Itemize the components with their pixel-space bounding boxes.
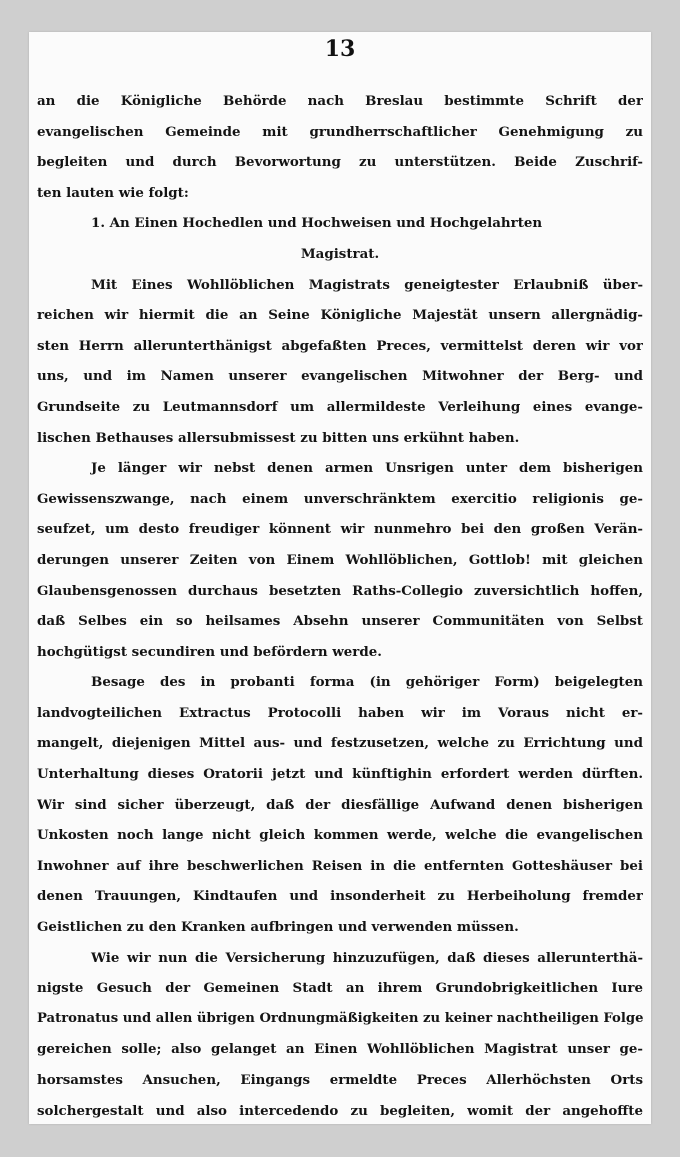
page-number: 13 (324, 36, 356, 62)
text-line: gereichen solle; also gelanget an Einen Wohllöblichen Magistrat unser ge- (37, 1041, 643, 1058)
text-line: begleiten und durch Bevorwortung zu unterstützen. Beide Zuschrif- (37, 154, 643, 171)
text-line: Patronatus und allen übrigen Ordnungmäßigkeiten zu keiner nachtheiligen Folge (37, 1010, 643, 1026)
text-line: Unterhaltung dieses Oratorii jetzt und künftighin erfordert werden dürften. (37, 766, 643, 783)
text-line: ten lauten wie folgt: (37, 184, 189, 201)
text-line: Unkosten noch lange nicht gleich kommen werde, welche die evangelischen (37, 827, 643, 844)
text-line: sten Herrn allerunterthänigst abgefaßten Preces, vermittelst deren wir vor (37, 337, 643, 354)
text-line: reichen wir hiermit die an Seine Königliche Majestät unsern allergnädig- (37, 307, 643, 324)
text-line: Mit Eines Wohllöblichen Magistrats geneigtester Erlaubniß über- (91, 276, 643, 293)
text-line: Wie wir nun die Versicherung hinzuzufügen, daß dieses allerunterthä- (91, 949, 643, 966)
text-line: Wir sind sicher überzeugt, daß der diesfällige Aufwand denen bisherigen (37, 796, 643, 813)
text-line: nigste Gesuch der Gemeinen Stadt an ihrem Grundobrigkeitlichen Iure (37, 980, 643, 997)
text-line: derungen unserer Zeiten von Einem Wohllöblichen, Gottlob! mit gleichen (37, 551, 643, 568)
text-line: Glaubensgenossen durchaus besetzten Raths-Collegio zuversichtlich hoffen, (37, 582, 643, 599)
text-line: Gewissenszwange, nach einem unverschränktem exercitio religionis ge- (37, 490, 643, 507)
text-line: mangelt, diejenigen Mittel aus- und festzusetzen, welche zu Errichtung und (37, 735, 643, 752)
text-line: lischen Bethauses allersubmissest zu bitten uns erkühnt haben. (37, 429, 520, 446)
text-line: daß Selbes ein so heilsames Absehn unserer Communitäten von Selbst (37, 613, 643, 630)
text-line: Geistlichen zu den Kranken aufbringen und verwenden müssen. (37, 919, 519, 936)
text-line: seufzet, um desto freudiger könnent wir nunmehro bei den großen Verän- (37, 521, 643, 538)
text-line: hochgütigst secundiren und befördern werde. (37, 643, 382, 660)
text-line: 1. An Einen Hochedlen und Hochweisen und Hochgelahrten (91, 215, 543, 232)
text-line: landvogteilichen Extractus Protocolli haben wir im Voraus nicht er- (37, 704, 643, 721)
text-line: evangelischen Gemeinde mit grundherrschaftlicher Genehmigung zu (37, 123, 643, 140)
text-line: solchergestalt und also intercedendo zu begleiten, womit der angehoffte (37, 1102, 643, 1119)
text-line: Besage des in probanti forma (in gehöriger Form) beigelegten (91, 674, 643, 691)
text-line: uns, und im Namen unserer evangelischen Mitwohner der Berg- und (37, 368, 643, 385)
text-line: denen Trauungen, Kindtaufen und insonderheit zu Herbeiholung fremder (37, 888, 643, 905)
text-line: Inwohner auf ihre beschwerlichen Reisen in die entfernten Gotteshäuser bei (37, 857, 643, 874)
text-line: Grundseite zu Leutmannsdorf um allermildeste Verleihung eines evange- (37, 398, 643, 415)
document-page (29, 32, 651, 1124)
text-line: Magistrat. (300, 245, 380, 262)
document-body (37, 86, 643, 1124)
text-line: horsamstes Ansuchen, Eingangs ermeldte Preces Allerhöchsten Orts (37, 1072, 643, 1088)
text-line: Je länger wir nebst denen armen Unsrigen unter dem bisherigen (91, 460, 643, 477)
text-line: an die Königliche Behörde nach Breslau bestimmte Schrift der (37, 93, 643, 109)
